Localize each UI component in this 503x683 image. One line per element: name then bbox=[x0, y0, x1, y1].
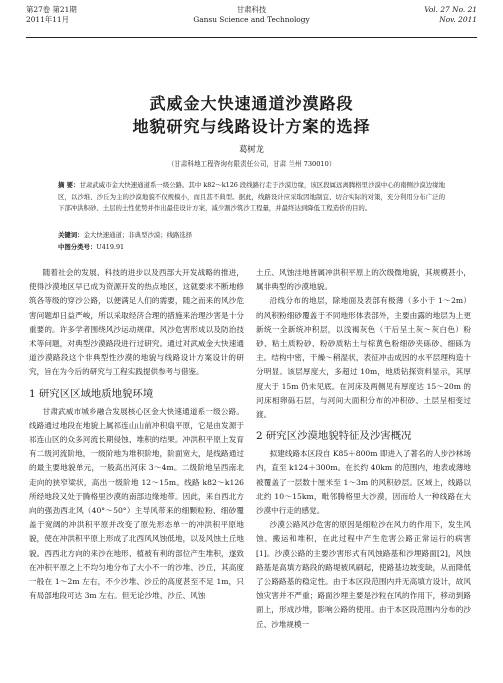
abstract-text: 甘肃武威市金大快速通道系一级公路。其中 k82～k126 段线路行走于沙漠边缘，该区段属远离腾格里沙漠中心的南侧沙漠边缘地区，以沙堆、沙丘为主的沙漠地貌不仅规模小，而且甚不典型。据此，线路设计应采取因地制宜、切合实际的对策，充分利用分布广泛的下部冲洪积砂、土层的土性优势并作出最佳设计方案，减少割沙筑沙工程量，并最终达到降低工程造价的目的。 bbox=[58, 181, 445, 212]
abstract-label: 摘 要： bbox=[58, 181, 80, 189]
clc-text: U419.91 bbox=[96, 243, 125, 251]
volume-issue-en: Vol. 27 No. 21 bbox=[424, 5, 477, 14]
classification-number bbox=[58, 242, 445, 254]
article-title-line-2: 地貌研究与线路设计方案的选择 bbox=[132, 117, 371, 136]
affiliation: （甘肃科地工程咨询有限责任公司，甘肃 兰州 730010） bbox=[167, 160, 336, 168]
running-header bbox=[0, 0, 503, 40]
paragraph-intro: 随着社会的发展、科技的进步以及西部大开发战略的推进，使得沙漠地区早已成为资源开发的热点地区，这就要求不断地修筑各等级的穿沙公路，以便满足人们的需要，随之而来的风沙危害问题却日益严峻，所以采取经济合理的措施来治理沙害是十分重要的。许多学者围绕风沙运动规律、风沙危害形成以及防治技术等问题，对典型沙漠路段进行过研究。通过对武威金大快速通道沙漠路段这个非典型性沙漠的地貌与线路设计方案设计的研究，旨在为今后的研究与工程实践提供参考与借鉴。 bbox=[29, 268, 244, 377]
paragraph-route: 拟建线路本区段自 K85＋800m 即进入了著名的人步沙林场内，直至 k124＋300m。在长约 40km 的范围内，地表或薄地被覆盖了一层数十厘米至 1～3m 的风积砂层。区域上，线路以北约 10～15km，毗邻腾格里大沙漠，因而给人一种线路在大沙漠中行走的感觉。 bbox=[256, 449, 471, 516]
keywords-text: 金大快速通道；非典型沙漠；线路选择 bbox=[83, 231, 193, 239]
publication-date: 2011年11月 bbox=[26, 15, 69, 24]
section-heading-2: 2 研究区沙漠地貌特征及沙害概况 bbox=[256, 430, 412, 443]
paragraph-geology: 甘肃武威市城乡融合发展核心区金大快速通道系一级公路。线路通过地段在地貌上属祁连山山前冲积扇平原，它是由发源于祁连山区的众多河流长期侵蚀、堆积的结果。冲洪积平原上发育有二级河流阶地，一级阶地为堆积阶地，阶面宽大，是线路通过的最主要地貌单元，一般高出河床 3～4m。二级阶地呈西南北走向的狭窄梁状，高出一级阶地 12～15m。线路 k82～k126 所经地段又处于腾格里沙漠的南部边缘地带。因此，来自西北方向的强劲西北风（40°～50°）主导风带来的细颗粒粉、细砂覆盖于宽阔的冲洪积平原并改变了原先形态单一的冲洪积平原地貌，使在冲洪积平原上形成了北西风风蚀低地，以及风蚀土丘地貌。西西北方向的来沙在地形、植被有利的部位产生堆积，遂致在冲积平原之上不均匀地分布了大小不一的沙堆、沙丘，其高度一般在 1～2m 左右，不少沙堆、沙丘的高度甚至不足 1m，只有局部地段可达 3m 左右。但无论沙堆、沙丘、风蚀 bbox=[29, 406, 244, 601]
keywords bbox=[58, 230, 445, 242]
journal-name-en: Gansu Science and Technology bbox=[193, 15, 310, 24]
paragraph-strata: 沿线分布的地层，除地面及表部有极薄（多小于 1～2m）的风积粉细砂覆盖于不同地形体表部外，主要由露的地层为上更新统一全新统冲积层，以浅褐灰色（干后呈土灰～灰白色）粉砂、粘土质粉砂、粉砂质粘土与棕黄色粉细砂夹砾砂、细砾为主。结构中密，干燥～稍湿状，表征冲击成因的水平层理构造十分明显。该层厚度大，多超过 10m，地质钻探资料显示，其厚度大于 15m 仍未见底。在河床及两侧见有厚度达 15～20m 的河床相卵砾石层，与河间大面积分布的冲积砂、土层呈相变过渡。 bbox=[256, 296, 471, 420]
body-column-left bbox=[29, 266, 244, 603]
body-column-right bbox=[256, 266, 471, 632]
author: 葛树龙 bbox=[238, 144, 265, 154]
abstract bbox=[58, 180, 445, 215]
volume-issue: 第27卷 第21期 bbox=[26, 5, 77, 14]
keywords-label: 关键词： bbox=[58, 231, 84, 239]
header-right bbox=[424, 5, 477, 25]
paragraph-continued: 土丘、风蚀洼地皆属冲洪积平原上的次级微地貌，其规模甚小，属非典型的沙漠地貌。 bbox=[256, 268, 471, 292]
paragraph-sand-hazard: 沙漠公路风沙危害的原因是细粒沙在风力的作用下，发生风蚀、搬运和堆积，在此过程中产生危害公路正常运行的病害[1]。沙漠公路的主要沙害形式有风蚀路基和沙埋路面[2]，风蚀路基是高填方路段的路堤被风刷起，使路基边坡变缺，从而降低了公路路基的稳定性。由于本区段范围内并无高填方设计，故风蚀灾害并不严重；路面沙埋主要是沙粒在风的作用下，移动到路面上，形成沙堆，影响公路的使用。由于本区段范围内分布的沙丘、沙堆规模一 bbox=[256, 520, 471, 629]
journal-name-cn: 甘肃科技 bbox=[236, 5, 267, 14]
header-rule bbox=[26, 37, 477, 38]
article-title-line-1: 武威金大快速通道沙漠路段 bbox=[149, 94, 354, 113]
section-heading-1: 1 研究区区域地质地貌环境 bbox=[29, 387, 154, 400]
article-title bbox=[0, 92, 503, 138]
clc-label: 中图分类号： bbox=[58, 243, 97, 251]
publication-date-en: Nov. 2011 bbox=[439, 15, 477, 24]
